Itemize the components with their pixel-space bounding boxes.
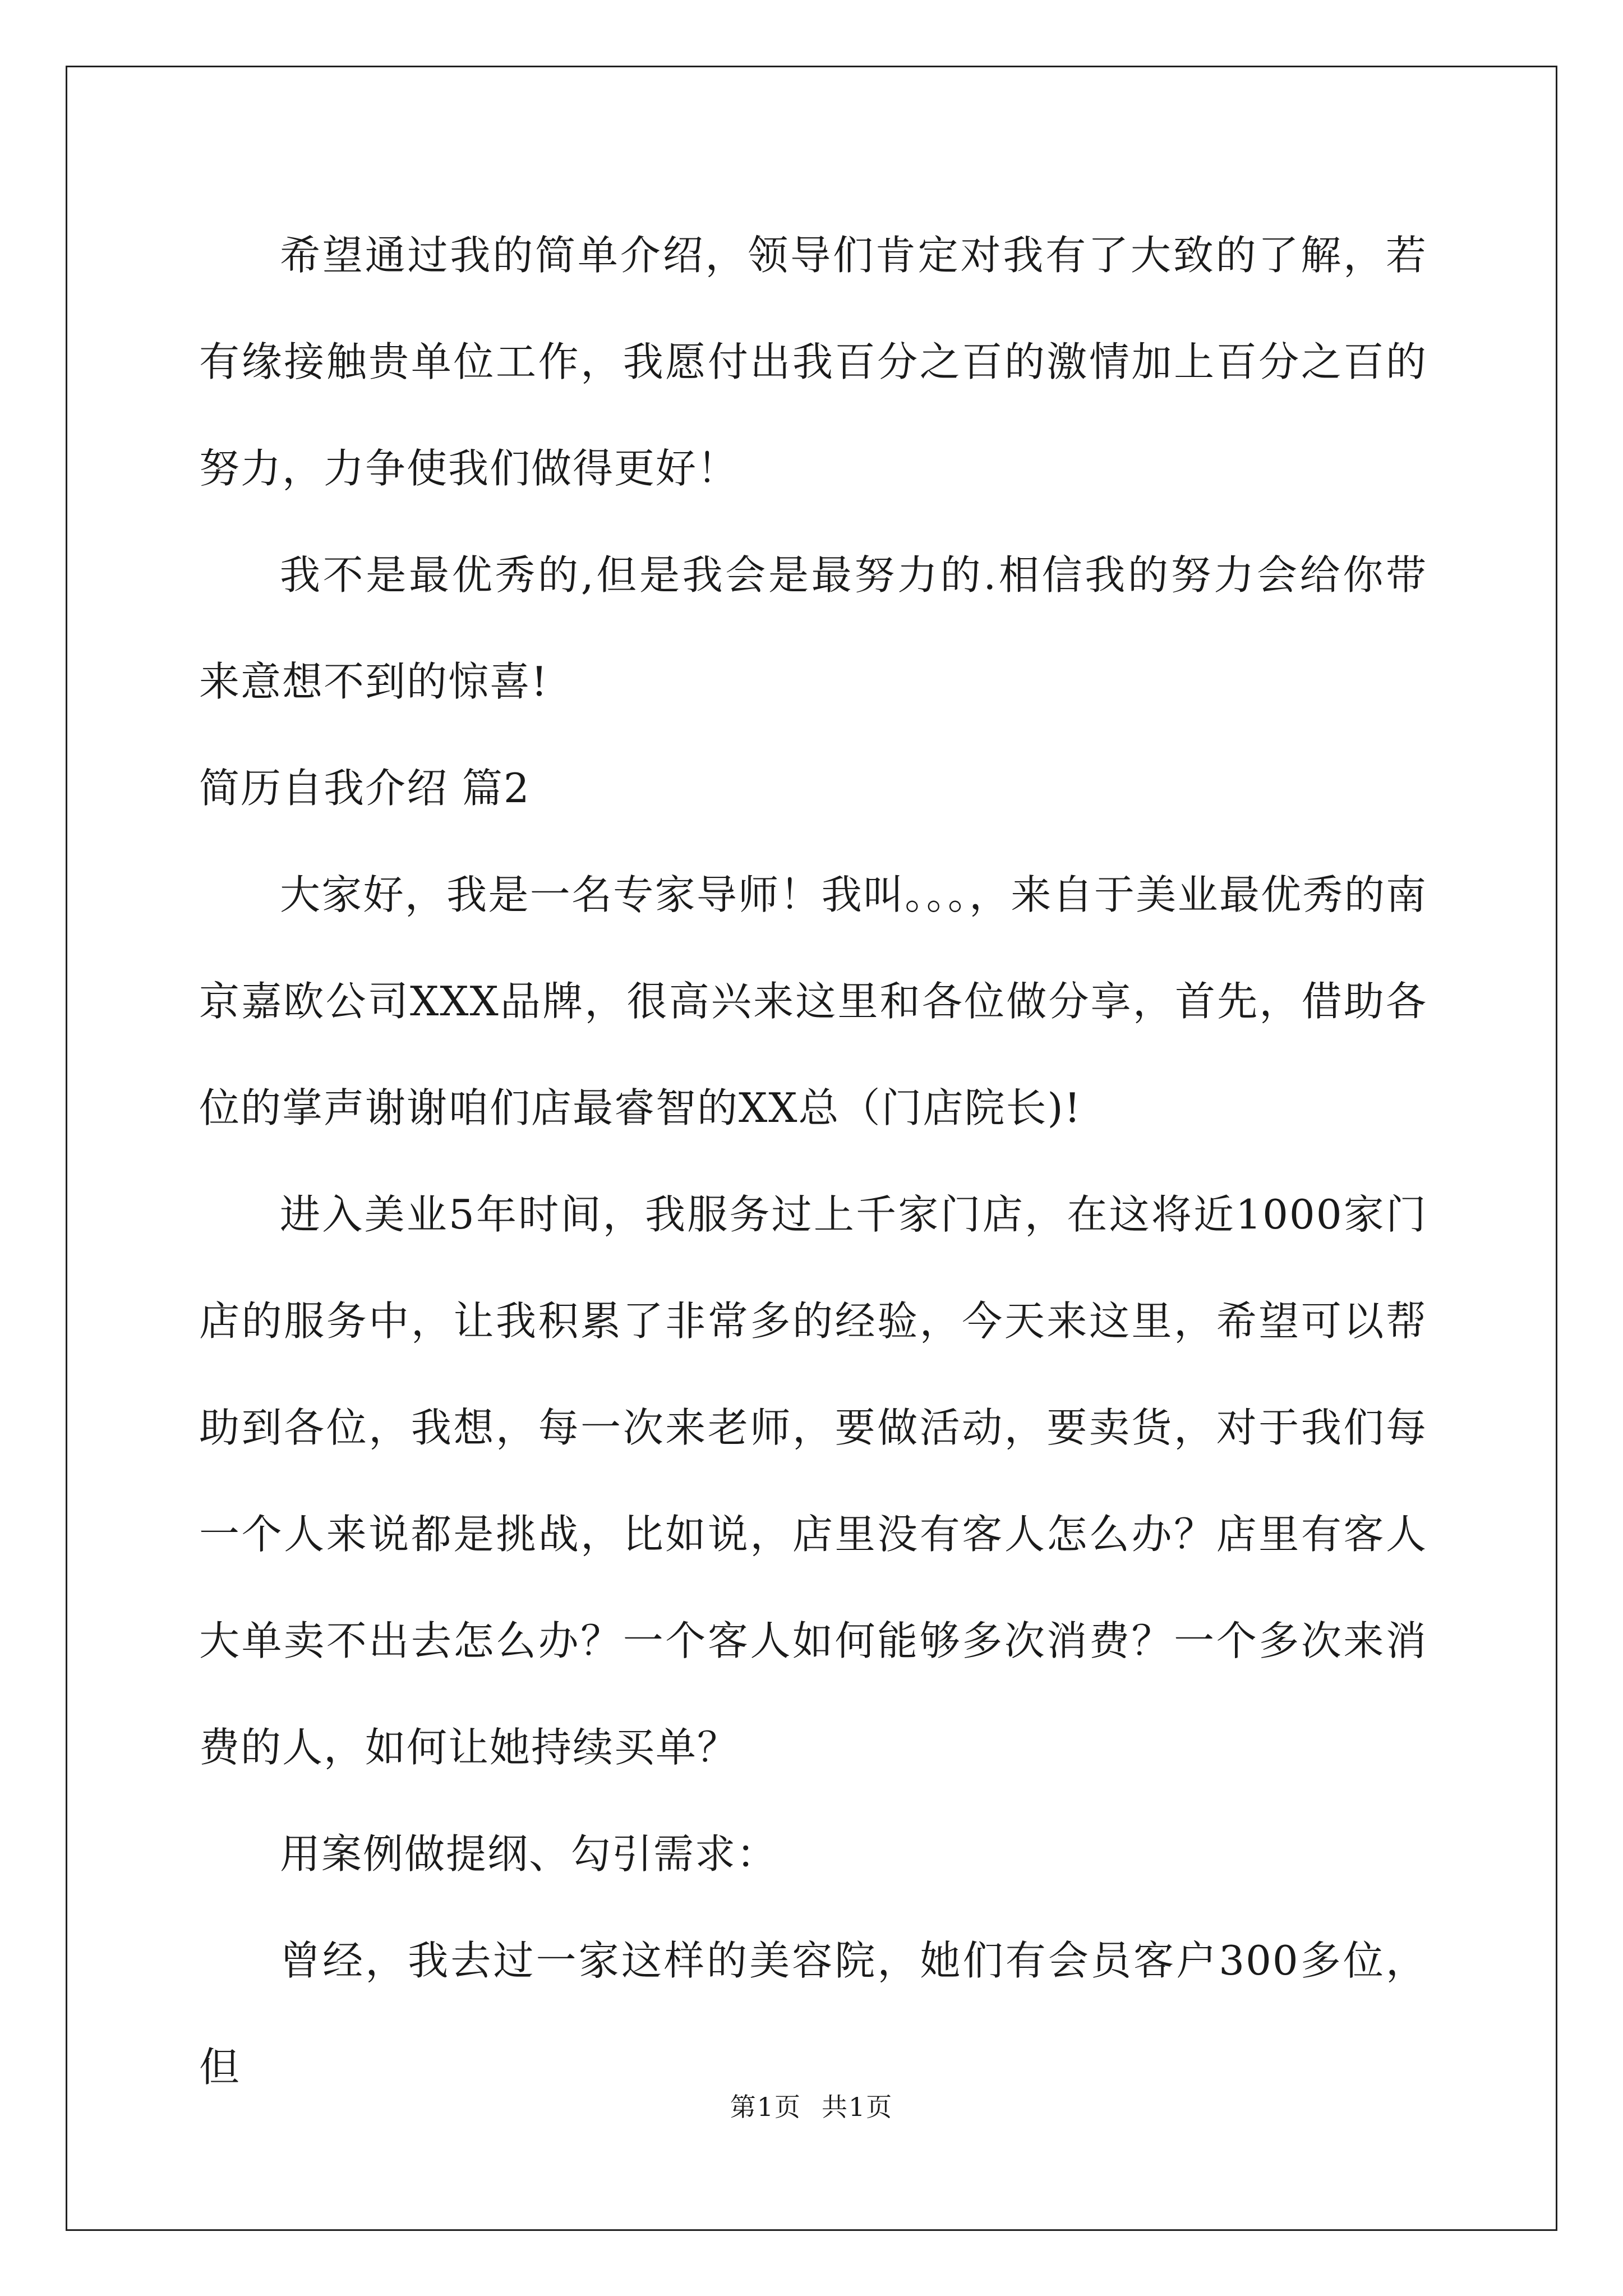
section-heading: 简历自我介绍 篇2	[199, 765, 531, 812]
paragraph: 大家好，我是一名专家导师！我叫。。。，来自于美业最优秀的南京嘉欧公司XXX品牌，很高兴来这里和各位做分享，首先，借助各位的掌声谢谢咱们店最睿智的XX总（门店院长)!	[199, 871, 1427, 1131]
page-total: 共1页	[822, 2092, 893, 2122]
paragraph: 希望通过我的简单介绍，领导们肯定对我有了大致的了解，若有缘接触贵单位工作，我愿付出我百分之百的激情加上百分之百的努力，力争使我们做得更好！	[199, 232, 1427, 492]
paragraph: 进入美业5年时间，我服务过上千家门店，在这将近1000家门店的服务中，让我积累了非常多的经验，今天来这里，希望可以帮助到各位，我想，每一次来老师，要做活动，要卖货，对于我们每一个人来说都是挑战，比如说，店里没有客人怎么办？店里有客人大单卖不出去怎么办？一个客人如何能够多次消费？一个多次来消费的人，如何让她持续买单？	[199, 1191, 1427, 1771]
page-footer	[0, 2087, 1623, 2124]
paragraph: 用案例做提纲、勾引需求：	[280, 1830, 778, 1878]
document-body	[199, 202, 1427, 2120]
page-number: 第1页	[730, 2092, 801, 2122]
paragraph: 曾经，我去过一家这样的美容院，她们有会员客户300多位，但	[199, 1937, 1427, 2091]
paragraph: 我不是最优秀的,但是我会是最努力的.相信我的努力会给你带来意想不到的惊喜!	[199, 551, 1427, 705]
